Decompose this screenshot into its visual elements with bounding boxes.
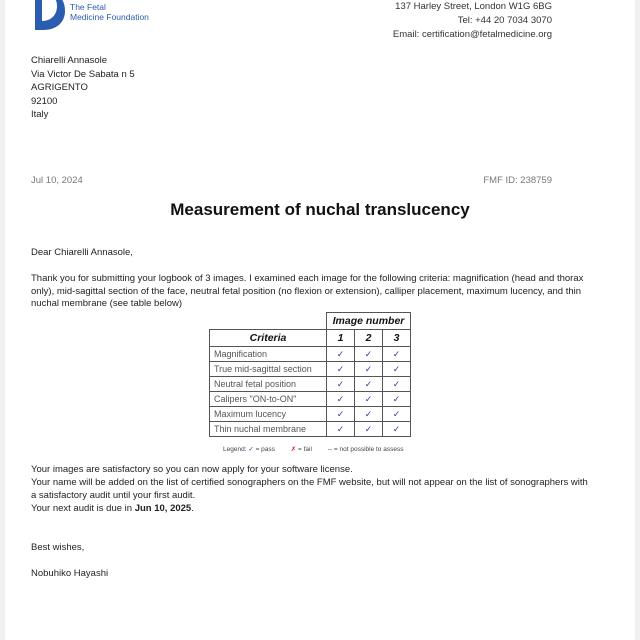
criterion-label: Calipers "ON-to-ON" [210,392,327,407]
fmf-logo [33,0,173,34]
check-icon: ✓ [327,422,355,437]
recipient-postcode: 92100 [31,95,58,107]
next-audit-line [31,502,591,515]
closing: Best wishes, [31,542,85,553]
org-name-line2: Medicine Foundation [70,12,149,22]
criterion-label: Thin nuchal membrane [210,422,327,437]
image-number-1: 1 [327,330,355,347]
recipient-street: Via Victor De Sabata n 5 [31,68,135,80]
check-icon: ✓ [383,407,411,422]
legend-prefix: Legend: [223,446,247,453]
image-number-3: 3 [383,330,411,347]
criterion-label: Magnification [210,347,327,362]
image-number-2: 2 [355,330,383,347]
fmf-logo-icon [33,0,67,32]
table-row [210,407,411,422]
criterion-label: Neutral fetal position [210,377,327,392]
signature-name: Nobuhiko Hayashi [31,568,109,579]
check-icon: ✓ [327,377,355,392]
legend-fail-text: = fail [298,446,312,453]
criterion-label: Maximum lucency [210,407,327,422]
table-row [210,377,411,392]
table-header-group-row [210,313,411,330]
logo-text [70,2,149,22]
check-icon: ✓ [383,392,411,407]
letter-title: Measurement of nuchal translucency [170,200,470,219]
check-icon: ✓ [355,407,383,422]
table-row [210,362,411,377]
check-icon: ✓ [383,377,411,392]
sender-address [393,0,552,42]
check-icon: ✓ [383,347,411,362]
image-number-header: Image number [327,313,411,330]
listing-line: Your name will be added on the list of certified sonographers on the FMF website, but will not appear on the list of sonographers with a satisfactory audit until your first audit. [31,477,588,501]
table-row [210,347,411,362]
license-line: Your images are satisfactory so you can now apply for your software license. [31,464,353,475]
recipient-name: Chiarelli Annasole [31,55,108,66]
check-icon: ✓ [327,347,355,362]
fmf-id: FMF ID: 238759 [483,175,552,186]
table-row [210,392,411,407]
check-icon: ✓ [355,347,383,362]
result-paragraph [31,463,591,515]
check-icon: ✓ [355,392,383,407]
criteria-table [209,312,411,437]
criteria-table-wrap [209,312,411,437]
legend-pass-text: = pass [255,446,275,453]
next-audit-date: Jun 10, 2025 [134,503,192,514]
org-name-line1: The Fetal [70,2,106,12]
sender-street: 137 Harley Street, London W1G 6BG [395,1,552,12]
intro-paragraph: Thank you for submitting your logbook of 3 images. I examined each image for the following criteria: magnification (head and thorax only), mid-sagittal section of the face, neutral fetal position (no flexion or extension), calliper placement, maximum lucency, and thin nuchal membrane (see table below) [31,273,584,309]
check-icon: ✓ [383,422,411,437]
next-audit-prefix: Your next audit is due in [31,503,135,514]
pass-check-icon: ✓ [248,446,254,453]
letter-page [5,0,635,640]
criterion-label: True mid-sagittal section [210,362,327,377]
table-row [210,422,411,437]
legend-na-text: = not possible to assess [333,446,404,453]
na-dash-icon: -- [327,446,333,453]
header-blank-cell [210,313,327,330]
check-icon: ✓ [327,362,355,377]
next-audit-suffix: . [191,503,194,514]
check-icon: ✓ [383,362,411,377]
recipient-address [31,54,135,122]
recipient-city: AGRIGENTO [31,82,88,93]
sender-phone: Tel: +44 20 7034 3070 [457,15,552,26]
table-legend [223,445,417,453]
recipient-country: Italy [31,109,49,120]
check-icon: ✓ [327,407,355,422]
letter-date: Jul 10, 2024 [31,175,83,186]
sender-email: Email: certification@fetalmedicine.org [392,29,552,40]
check-icon: ✓ [355,422,383,437]
criteria-header: Criteria [210,330,327,347]
salutation: Dear Chiarelli Annasole, [31,247,133,258]
check-icon: ✓ [355,377,383,392]
check-icon: ✓ [355,362,383,377]
fail-cross-icon: ✗ [290,446,297,453]
check-icon: ✓ [327,392,355,407]
table-header-row [210,330,411,347]
